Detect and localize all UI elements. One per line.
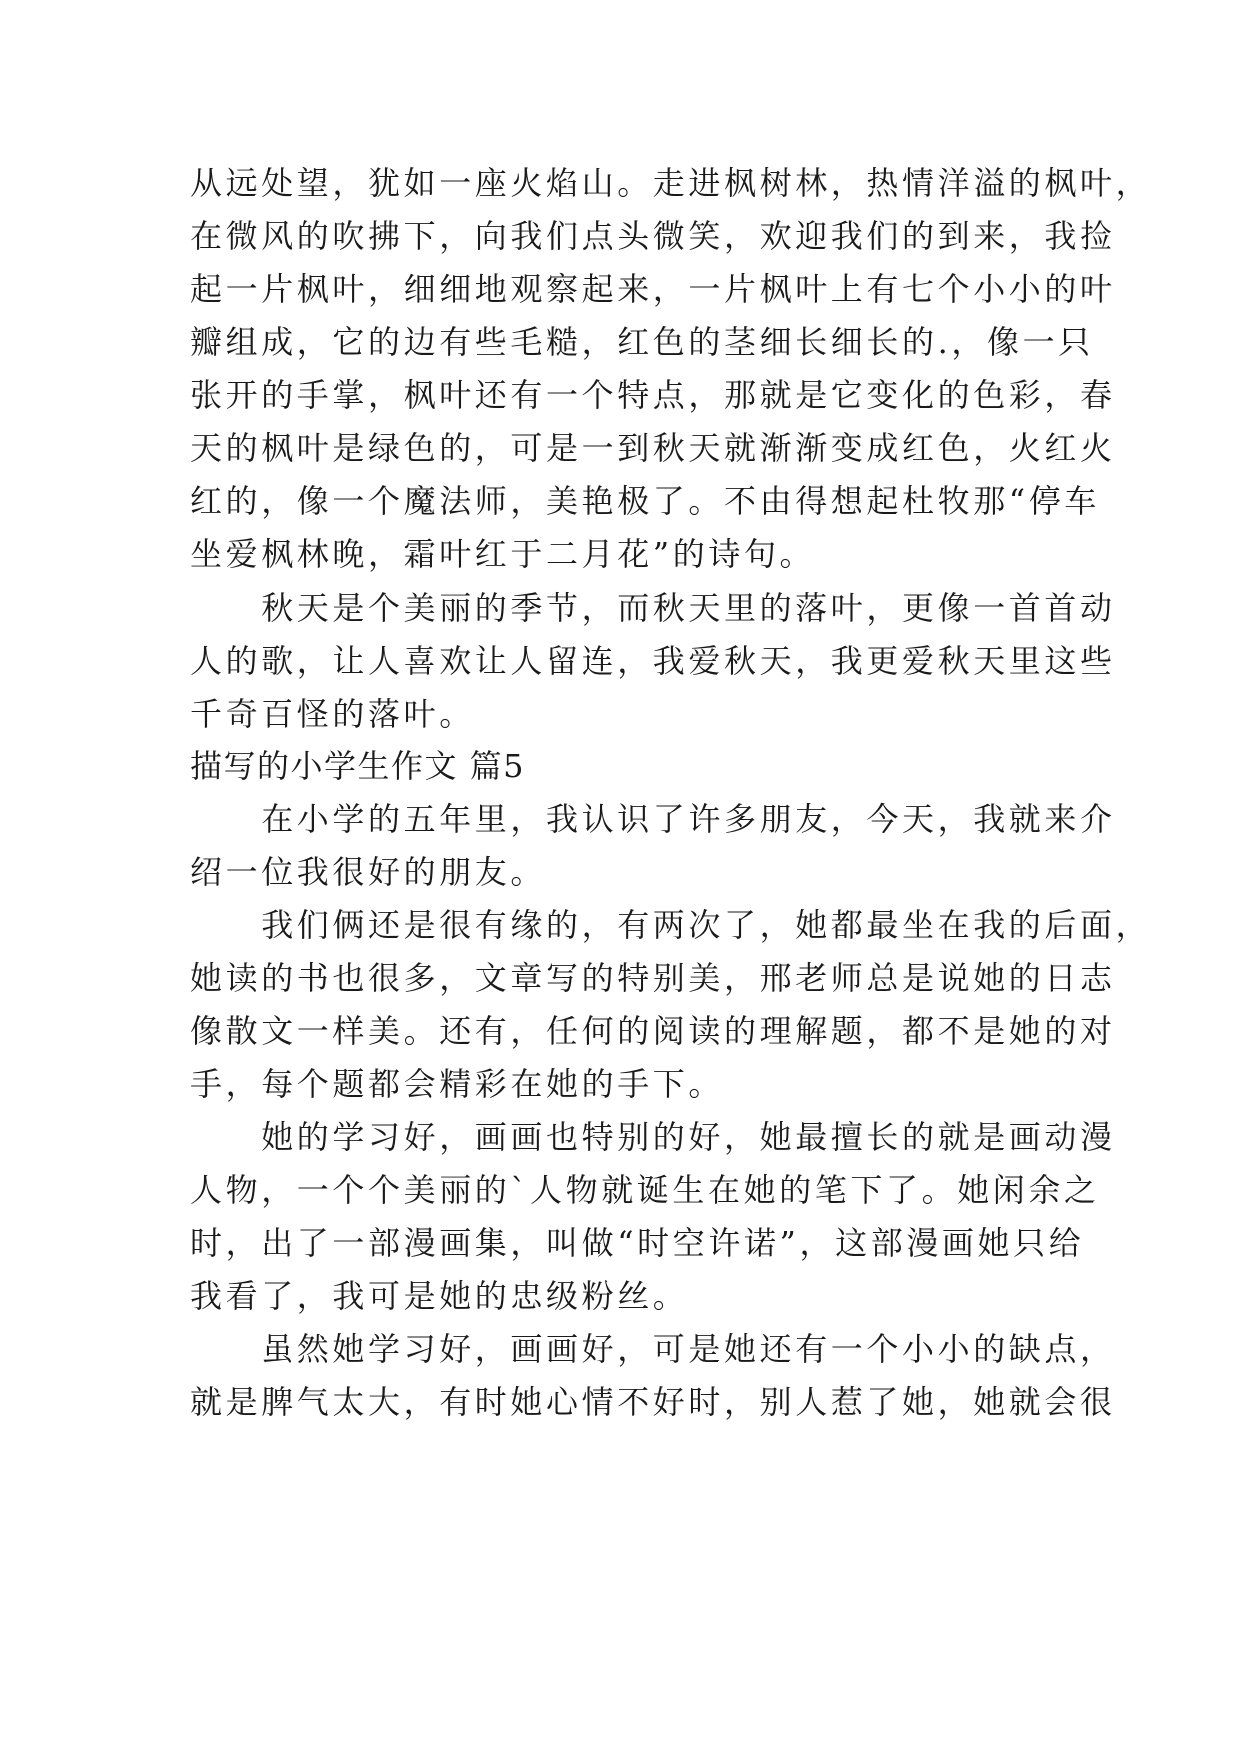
text-line: 像散文一样美。还有，任何的阅读的理解题，都不是她的对 (190, 1012, 1116, 1050)
text-line: 虽然她学习好，画画好，可是她还有一个小小的缺点， (190, 1330, 1116, 1368)
text-line: 手，每个题都会精彩在她的手下。 (190, 1065, 725, 1103)
text-line: 就是脾气太大，有时她心情不好时，别人惹了她，她就会很 (190, 1383, 1116, 1421)
text-line: 她的学习好，画画也特别的好，她最擅长的就是画动漫 (190, 1118, 1116, 1156)
section-heading: 描写的小学生作文 篇5 (190, 747, 526, 785)
text-line: 张开的手掌，枫叶还有一个特点，那就是它变化的色彩，春 (190, 376, 1116, 414)
text-line: 人的歌，让人喜欢让人留连，我爱秋天，我更爱秋天里这些 (190, 642, 1116, 680)
text-line: 我们俩还是很有缘的，有两次了，她都最坐在我的后面， (190, 906, 1152, 944)
text-line: 起一片枫叶，细细地观察起来，一片枫叶上有七个小小的叶 (190, 270, 1116, 308)
text-line: 在小学的五年里，我认识了许多朋友，今天，我就来介 (190, 800, 1116, 838)
text-line: 红的，像一个魔法师，美艳极了。不由得想起杜牧那“停车 (190, 482, 1100, 520)
text-line: 她读的书也很多，文章写的特别美，邢老师总是说她的日志 (190, 959, 1116, 997)
text-line: 从远处望，犹如一座火焰山。走进枫树林，热情洋溢的枫叶， (190, 164, 1152, 202)
text-line: 在微风的吹拂下，向我们点头微笑，欢迎我们的到来，我捡 (190, 217, 1116, 255)
text-line: 我看了，我可是她的忠级粉丝。 (190, 1277, 689, 1315)
text-line: 天的枫叶是绿色的，可是一到秋天就渐渐变成红色，火红火 (190, 429, 1116, 467)
text-line: 绍一位我很好的朋友。 (190, 853, 547, 891)
text-line: 秋天是个美丽的季节，而秋天里的落叶，更像一首首动 (190, 589, 1116, 627)
text-line: 千奇百怪的落叶。 (190, 695, 475, 733)
text-line: 时，出了一部漫画集，叫做“时空许诺”，这部漫画她只给 (190, 1224, 1085, 1262)
text-line: 人物，一个个美丽的`人物就诞生在她的笔下了。她闲余之 (190, 1171, 1100, 1209)
text-line: 坐爱枫林晚，霜叶红于二月花”的诗句。 (190, 535, 816, 573)
text-line: 瓣组成，它的边有些毛糙，红色的茎细长细长的.，像一只 (190, 323, 1094, 361)
